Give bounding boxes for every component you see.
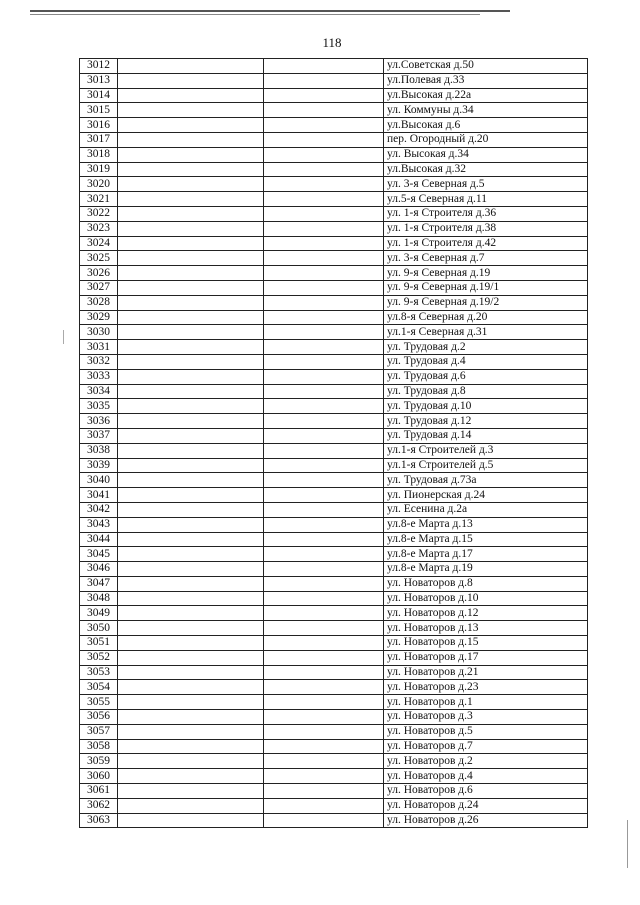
address-cell: ул. Новаторов д.23 <box>384 680 588 695</box>
table-row <box>80 754 588 769</box>
row-number: 3058 <box>80 739 118 754</box>
empty-cell <box>118 59 264 74</box>
empty-cell <box>264 650 384 665</box>
row-number: 3016 <box>80 118 118 133</box>
row-number: 3049 <box>80 606 118 621</box>
empty-cell <box>264 606 384 621</box>
address-cell: ул. Новаторов д.24 <box>384 798 588 813</box>
table-row <box>80 606 588 621</box>
address-cell: ул. Трудовая д.8 <box>384 384 588 399</box>
table-row <box>80 488 588 503</box>
address-cell: пер. Огородный д.20 <box>384 132 588 147</box>
table-row <box>80 369 588 384</box>
empty-cell <box>118 428 264 443</box>
row-number: 3045 <box>80 547 118 562</box>
margin-mark <box>63 330 64 344</box>
empty-cell <box>264 369 384 384</box>
empty-cell <box>118 769 264 784</box>
address-cell: ул. Новаторов д.12 <box>384 606 588 621</box>
address-cell: ул. Трудовая д.2 <box>384 340 588 355</box>
address-cell: ул. Новаторов д.17 <box>384 650 588 665</box>
address-cell: ул. Новаторов д.1 <box>384 695 588 710</box>
page-number: 118 <box>322 35 342 50</box>
row-number: 3037 <box>80 428 118 443</box>
table-row <box>80 695 588 710</box>
address-cell: ул.Высокая д.22а <box>384 88 588 103</box>
empty-cell <box>264 665 384 680</box>
empty-cell <box>264 118 384 133</box>
row-number: 3050 <box>80 621 118 636</box>
row-number: 3056 <box>80 710 118 725</box>
empty-cell <box>118 192 264 207</box>
row-number: 3057 <box>80 724 118 739</box>
empty-cell <box>264 473 384 488</box>
table-row <box>80 59 588 74</box>
row-number: 3061 <box>80 784 118 799</box>
row-number: 3023 <box>80 221 118 236</box>
table-row <box>80 266 588 281</box>
empty-cell <box>118 532 264 547</box>
row-number: 3055 <box>80 695 118 710</box>
row-number: 3033 <box>80 369 118 384</box>
empty-cell <box>118 710 264 725</box>
empty-cell <box>118 399 264 414</box>
address-cell: ул. Коммуны д.34 <box>384 103 588 118</box>
empty-cell <box>118 798 264 813</box>
table-row <box>80 399 588 414</box>
row-number: 3019 <box>80 162 118 177</box>
table-row <box>80 443 588 458</box>
empty-cell <box>118 251 264 266</box>
empty-cell <box>118 162 264 177</box>
table-row <box>80 724 588 739</box>
empty-cell <box>118 280 264 295</box>
row-number: 3060 <box>80 769 118 784</box>
empty-cell <box>118 132 264 147</box>
address-cell: ул. Есенина д.2а <box>384 502 588 517</box>
empty-cell <box>118 340 264 355</box>
table-row <box>80 710 588 725</box>
address-cell: ул.8-е Марта д.19 <box>384 562 588 577</box>
address-table <box>79 58 588 828</box>
table-row <box>80 562 588 577</box>
row-number: 3025 <box>80 251 118 266</box>
empty-cell <box>118 813 264 828</box>
empty-cell <box>264 502 384 517</box>
row-number: 3039 <box>80 458 118 473</box>
table-row <box>80 458 588 473</box>
empty-cell <box>118 665 264 680</box>
empty-cell <box>264 103 384 118</box>
empty-cell <box>264 458 384 473</box>
empty-cell <box>264 354 384 369</box>
empty-cell <box>264 547 384 562</box>
table-row <box>80 621 588 636</box>
table-row <box>80 591 588 606</box>
empty-cell <box>118 784 264 799</box>
empty-cell <box>118 384 264 399</box>
row-number: 3024 <box>80 236 118 251</box>
table-row <box>80 665 588 680</box>
address-cell: ул. Новаторов д.7 <box>384 739 588 754</box>
empty-cell <box>118 325 264 340</box>
row-number: 3030 <box>80 325 118 340</box>
empty-cell <box>264 280 384 295</box>
address-cell: ул. Новаторов д.10 <box>384 591 588 606</box>
empty-cell <box>118 591 264 606</box>
address-cell: ул. Новаторов д.4 <box>384 769 588 784</box>
empty-cell <box>264 488 384 503</box>
address-cell: ул. 3-я Северная д.7 <box>384 251 588 266</box>
table-row <box>80 88 588 103</box>
empty-cell <box>264 88 384 103</box>
empty-cell <box>264 591 384 606</box>
row-number: 3017 <box>80 132 118 147</box>
address-cell: ул.Высокая д.32 <box>384 162 588 177</box>
table-row <box>80 221 588 236</box>
table-row <box>80 162 588 177</box>
empty-cell <box>118 310 264 325</box>
empty-cell <box>264 310 384 325</box>
empty-cell <box>264 428 384 443</box>
address-cell: ул.1-я Строителей д.3 <box>384 443 588 458</box>
empty-cell <box>264 532 384 547</box>
row-number: 3044 <box>80 532 118 547</box>
address-cell: ул. Трудовая д.4 <box>384 354 588 369</box>
table-row <box>80 236 588 251</box>
empty-cell <box>264 621 384 636</box>
empty-cell <box>264 562 384 577</box>
table-row <box>80 251 588 266</box>
empty-cell <box>118 650 264 665</box>
address-cell: ул. 9-я Северная д.19/2 <box>384 295 588 310</box>
row-number: 3022 <box>80 206 118 221</box>
row-number: 3052 <box>80 650 118 665</box>
empty-cell <box>118 295 264 310</box>
row-number: 3015 <box>80 103 118 118</box>
empty-cell <box>264 710 384 725</box>
empty-cell <box>118 754 264 769</box>
empty-cell <box>264 192 384 207</box>
empty-cell <box>264 517 384 532</box>
address-cell: ул.1-я Строителей д.5 <box>384 458 588 473</box>
address-cell: ул. Трудовая д.12 <box>384 414 588 429</box>
row-number: 3020 <box>80 177 118 192</box>
empty-cell <box>264 147 384 162</box>
empty-cell <box>118 547 264 562</box>
empty-cell <box>264 813 384 828</box>
table-row <box>80 384 588 399</box>
row-number: 3027 <box>80 280 118 295</box>
row-number: 3062 <box>80 798 118 813</box>
table-row <box>80 310 588 325</box>
table-row <box>80 532 588 547</box>
empty-cell <box>264 162 384 177</box>
row-number: 3063 <box>80 813 118 828</box>
empty-cell <box>118 724 264 739</box>
table-row <box>80 680 588 695</box>
empty-cell <box>118 695 264 710</box>
empty-cell <box>118 739 264 754</box>
table-row <box>80 576 588 591</box>
empty-cell <box>118 221 264 236</box>
empty-cell <box>118 443 264 458</box>
table-row <box>80 414 588 429</box>
row-number: 3018 <box>80 147 118 162</box>
header-rule <box>30 10 510 12</box>
row-number: 3047 <box>80 576 118 591</box>
empty-cell <box>264 221 384 236</box>
empty-cell <box>118 118 264 133</box>
row-number: 3035 <box>80 399 118 414</box>
empty-cell <box>118 621 264 636</box>
table-row <box>80 650 588 665</box>
address-cell: ул. 1-я Строителя д.36 <box>384 206 588 221</box>
address-cell: ул.5-я Северная д.11 <box>384 192 588 207</box>
empty-cell <box>264 266 384 281</box>
empty-cell <box>264 73 384 88</box>
margin-mark <box>627 820 628 868</box>
empty-cell <box>264 443 384 458</box>
table-row <box>80 147 588 162</box>
empty-cell <box>264 340 384 355</box>
address-cell: ул.8-е Марта д.13 <box>384 517 588 532</box>
empty-cell <box>264 251 384 266</box>
empty-cell <box>118 103 264 118</box>
row-number: 3046 <box>80 562 118 577</box>
empty-cell <box>118 517 264 532</box>
empty-cell <box>118 606 264 621</box>
row-number: 3053 <box>80 665 118 680</box>
address-cell: ул. 9-я Северная д.19 <box>384 266 588 281</box>
row-number: 3054 <box>80 680 118 695</box>
address-cell: ул. Трудовая д.14 <box>384 428 588 443</box>
header-rule-secondary <box>30 14 480 15</box>
empty-cell <box>118 576 264 591</box>
table-row <box>80 354 588 369</box>
row-number: 3028 <box>80 295 118 310</box>
empty-cell <box>118 88 264 103</box>
table-row <box>80 428 588 443</box>
empty-cell <box>118 236 264 251</box>
address-cell: ул. Новаторов д.3 <box>384 710 588 725</box>
address-cell: ул. Новаторов д.2 <box>384 754 588 769</box>
table-row <box>80 502 588 517</box>
empty-cell <box>118 206 264 221</box>
empty-cell <box>118 502 264 517</box>
empty-cell <box>264 132 384 147</box>
row-number: 3036 <box>80 414 118 429</box>
empty-cell <box>264 236 384 251</box>
address-cell: ул. Новаторов д.5 <box>384 724 588 739</box>
empty-cell <box>264 754 384 769</box>
row-number: 3021 <box>80 192 118 207</box>
table-row <box>80 325 588 340</box>
row-number: 3042 <box>80 502 118 517</box>
address-cell: ул. 1-я Строителя д.38 <box>384 221 588 236</box>
row-number: 3048 <box>80 591 118 606</box>
row-number: 3059 <box>80 754 118 769</box>
address-cell: ул. 3-я Северная д.5 <box>384 177 588 192</box>
empty-cell <box>264 798 384 813</box>
empty-cell <box>264 695 384 710</box>
empty-cell <box>264 384 384 399</box>
table-row <box>80 547 588 562</box>
row-number: 3041 <box>80 488 118 503</box>
address-cell: ул. Новаторов д.15 <box>384 636 588 651</box>
empty-cell <box>264 399 384 414</box>
table-row <box>80 177 588 192</box>
empty-cell <box>264 325 384 340</box>
table-row <box>80 73 588 88</box>
empty-cell <box>118 177 264 192</box>
empty-cell <box>264 295 384 310</box>
empty-cell <box>264 784 384 799</box>
row-number: 3040 <box>80 473 118 488</box>
row-number: 3029 <box>80 310 118 325</box>
table-row <box>80 473 588 488</box>
row-number: 3031 <box>80 340 118 355</box>
empty-cell <box>118 369 264 384</box>
empty-cell <box>118 636 264 651</box>
table-row <box>80 340 588 355</box>
table-row <box>80 769 588 784</box>
empty-cell <box>264 724 384 739</box>
address-cell: ул. Трудовая д.73а <box>384 473 588 488</box>
empty-cell <box>264 177 384 192</box>
empty-cell <box>264 680 384 695</box>
row-number: 3051 <box>80 636 118 651</box>
address-cell: ул. 1-я Строителя д.42 <box>384 236 588 251</box>
table-row <box>80 739 588 754</box>
empty-cell <box>264 59 384 74</box>
empty-cell <box>118 488 264 503</box>
empty-cell <box>118 147 264 162</box>
row-number: 3026 <box>80 266 118 281</box>
empty-cell <box>118 414 264 429</box>
row-number: 3013 <box>80 73 118 88</box>
address-cell: ул. Новаторов д.26 <box>384 813 588 828</box>
address-cell: ул.1-я Северная д.31 <box>384 325 588 340</box>
empty-cell <box>118 473 264 488</box>
empty-cell <box>118 562 264 577</box>
table-row <box>80 103 588 118</box>
address-cell: ул. Высокая д.34 <box>384 147 588 162</box>
address-cell: ул. Новаторов д.21 <box>384 665 588 680</box>
address-cell: ул. Новаторов д.8 <box>384 576 588 591</box>
address-cell: ул. Пионерская д.24 <box>384 488 588 503</box>
table-row <box>80 813 588 828</box>
empty-cell <box>118 266 264 281</box>
table-row <box>80 280 588 295</box>
address-cell: ул.8-я Северная д.20 <box>384 310 588 325</box>
address-cell: ул. Трудовая д.10 <box>384 399 588 414</box>
empty-cell <box>264 739 384 754</box>
table-row <box>80 206 588 221</box>
empty-cell <box>264 414 384 429</box>
address-cell: ул. 9-я Северная д.19/1 <box>384 280 588 295</box>
table-row <box>80 118 588 133</box>
empty-cell <box>264 769 384 784</box>
address-cell: ул. Новаторов д.13 <box>384 621 588 636</box>
empty-cell <box>118 354 264 369</box>
empty-cell <box>118 73 264 88</box>
table-row <box>80 132 588 147</box>
address-cell: ул.Полевая д.33 <box>384 73 588 88</box>
empty-cell <box>264 636 384 651</box>
table-row <box>80 798 588 813</box>
address-cell: ул.8-е Марта д.15 <box>384 532 588 547</box>
address-table-body <box>80 59 588 828</box>
address-cell: ул.8-е Марта д.17 <box>384 547 588 562</box>
table-row <box>80 517 588 532</box>
row-number: 3014 <box>80 88 118 103</box>
row-number: 3032 <box>80 354 118 369</box>
empty-cell <box>264 576 384 591</box>
empty-cell <box>264 206 384 221</box>
table-row <box>80 636 588 651</box>
row-number: 3038 <box>80 443 118 458</box>
table-row <box>80 784 588 799</box>
address-cell: ул.Советская д.50 <box>384 59 588 74</box>
empty-cell <box>118 458 264 473</box>
address-cell: ул. Новаторов д.6 <box>384 784 588 799</box>
row-number: 3012 <box>80 59 118 74</box>
row-number: 3043 <box>80 517 118 532</box>
row-number: 3034 <box>80 384 118 399</box>
address-cell: ул. Трудовая д.6 <box>384 369 588 384</box>
table-row <box>80 192 588 207</box>
address-cell: ул.Высокая д.6 <box>384 118 588 133</box>
empty-cell <box>118 680 264 695</box>
table-row <box>80 295 588 310</box>
